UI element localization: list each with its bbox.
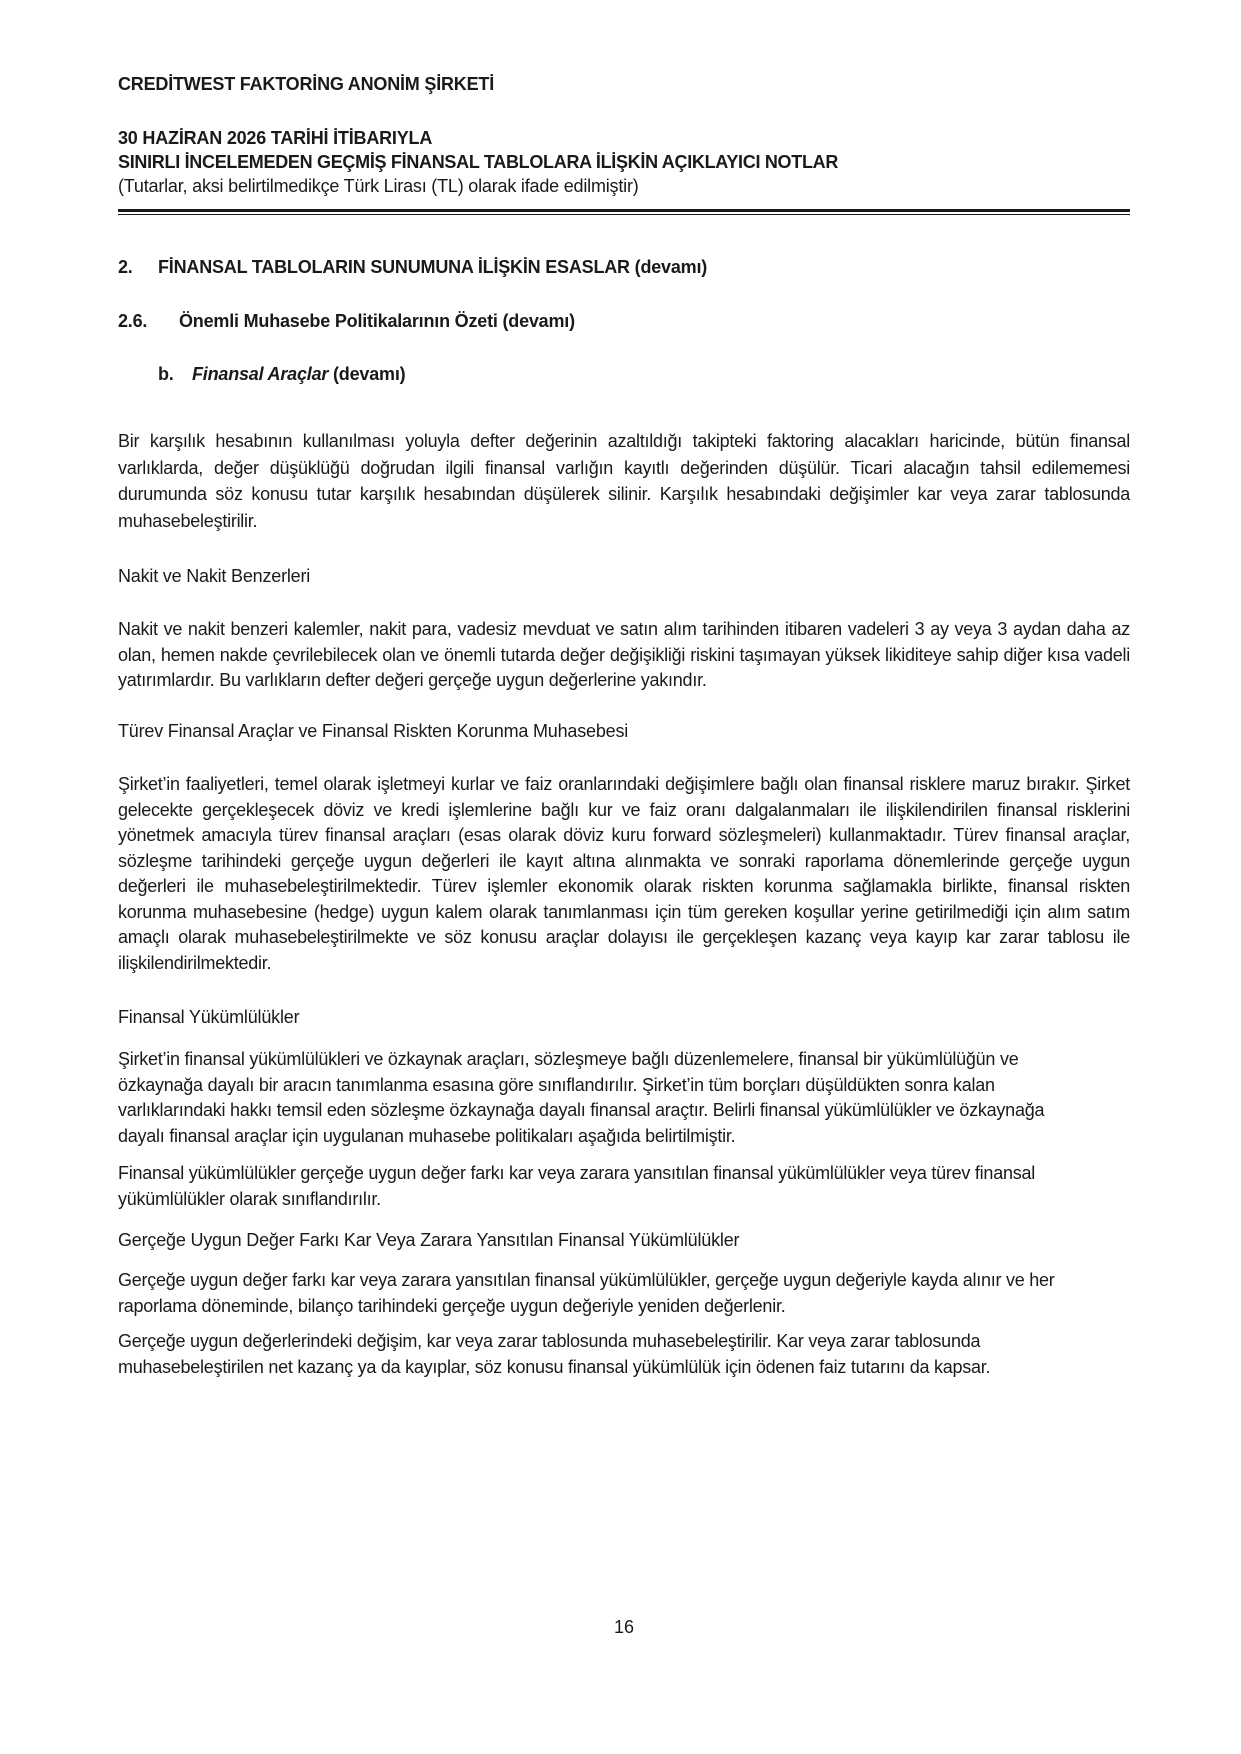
paragraph-fvtpl-2: Gerçeğe uygun değerlerindeki değişim, kar veya zarar tablosunda muhasebeleştirilir. Kar veya zarar tablosunda muhasebeleştirilen net kazanç ya da kayıplar, söz konusu finansal yükümlülük için ödenen faiz tutarını da kapsar. [118, 1331, 991, 1377]
subsection-number: 2.6. [118, 311, 148, 331]
paragraph-liabilities-1: Şirket’in finansal yükümlülükleri ve özkaynak araçları, sözleşmeye bağlı düzenlemelere, finansal bir yükümlülüğün ve özkaynağa dayalı bir aracın tanımlanma esasına göre sınıflandırılır. Şirket’in tüm borçları düşüldükten sonra kalan varlıklarındaki hakkı temsil eden sözleşme özkaynağa dayalı finansal araçtır. Belirli finansal yükümlülükler ve özkaynağa dayalı finansal araçlar için uygulanan muhasebe politikaları aşağıda belirtilmiştir. [118, 1049, 1045, 1146]
item-title-rest: (devamı) [328, 364, 406, 384]
report-title: SINIRLI İNCELEMEDEN GEÇMİŞ FİNANSAL TABLOLARA İLİŞKİN AÇIKLAYICI NOTLAR [118, 152, 839, 172]
heading-derivatives: Türev Finansal Araçlar ve Finansal Riskten Korunma Muhasebesi [118, 721, 629, 741]
subsection-heading [118, 311, 575, 332]
heading-cash: Nakit ve Nakit Benzerleri [118, 566, 311, 586]
page-number: 16 [613, 1617, 635, 1637]
header-divider-thin [118, 214, 1130, 215]
header-divider [118, 209, 1130, 212]
section-number: 2. [118, 257, 133, 277]
heading-liabilities: Finansal Yükümlülükler [118, 1007, 300, 1027]
item-letter: b. [158, 364, 174, 384]
paragraph-cash: Nakit ve nakit benzeri kalemler, nakit para, vadesiz mevduat ve satın alım tarihinden itibaren vadeleri 3 ay veya 3 aydan daha az olan, hemen nakde çevrilebilecek olan ve önemli tutarda değer değişikliği riskini taşımayan yüksek likiditeye sahip diğer kısa vadeli yatırımlardır. Bu varlıkların defter değeri gerçeğe uygun değerlerine yakındır. [118, 619, 1130, 690]
subsection-title: Önemli Muhasebe Politikalarının Özeti (devamı) [179, 311, 575, 331]
paragraph-fvtpl-1: Gerçeğe uygun değer farkı kar veya zarara yansıtılan finansal yükümlülükler, gerçeğe uygun değeriyle kayda alınır ve her raporlama döneminde, bilanço tarihindeki gerçeğe uygun değeriyle yeniden değerlenir. [118, 1270, 1055, 1316]
section-heading [118, 257, 707, 278]
paragraph-liabilities-2: Finansal yükümlülükler gerçeğe uygun değer farkı kar veya zarara yansıtılan finansal yükümlülükler veya türev finansal yükümlülükler olarak sınıflandırılır. [118, 1163, 1035, 1209]
item-title-italic: Finansal Araçlar [192, 364, 329, 384]
company-name: CREDİTWEST FAKTORİNG ANONİM ŞİRKETİ [118, 74, 495, 94]
heading-fvtpl: Gerçeğe Uygun Değer Farkı Kar Veya Zarara Yansıtılan Finansal Yükümlülükler [118, 1230, 740, 1250]
item-heading [158, 364, 405, 385]
report-subtitle: (Tutarlar, aksi belirtilmedikçe Türk Lirası (TL) olarak ifade edilmiştir) [118, 176, 639, 196]
document-page [118, 0, 1130, 1754]
report-date-line: 30 HAZİRAN 2026 TARİHİ İTİBARIYLA [118, 128, 433, 148]
paragraph-impairment: Bir karşılık hesabının kullanılması yoluyla defter değerinin azaltıldığı takipteki faktoring alacakları haricinde, bütün finansal varlıklarda, değer düşüklüğü doğrudan ilgili finansal varlığın kayıtlı değerinden düşülür. Ticari alacağın tahsil edilememesi durumunda söz konusu tutar karşılık hesabından düşülerek silinir. Karşılık hesabındaki değişimler kar veya zarar tablosunda muhasebeleştirilir. [118, 431, 1130, 531]
section-title: FİNANSAL TABLOLARIN SUNUMUNA İLİŞKİN ESASLAR (devamı) [158, 257, 708, 277]
paragraph-derivatives: Şirket’in faaliyetleri, temel olarak işletmeyi kurlar ve faiz oranlarındaki değişimlere bağlı olan finansal risklere maruz bırakır. Şirket gelecekte gerçekleşecek döviz ve kredi işlemlerine bağlı kur ve faiz oranı dalgalanmaları ile ilişkilendirilen finansal risklerini yönetmek amacıyla türev finansal araçları (esas olarak döviz kuru forward sözleşmeleri) kullanmaktadır. Türev finansal araçlar, sözleşme tarihindeki gerçeğe uygun değerleri ile kayıt altına alınmakta ve sonraki raporlama dönemlerinde gerçeğe uygun değerleri ile muhasebeleştirilmektedir. Türev işlemler ekonomik olarak riskten korunma sağlamakla birlikte, finansal riskten korunma muhasebesine (hedge) uygun kalem olarak tanımlanması için tüm gereken koşullar yerine getirilmediği için alım satım amaçlı olarak muhasebeleştirilmekte ve söz konusu araçlar dolayısı ile gerçekleşen kazanç veya kayıp kar zarar tablosu ile ilişkilendirilmektedir. [118, 774, 1130, 973]
